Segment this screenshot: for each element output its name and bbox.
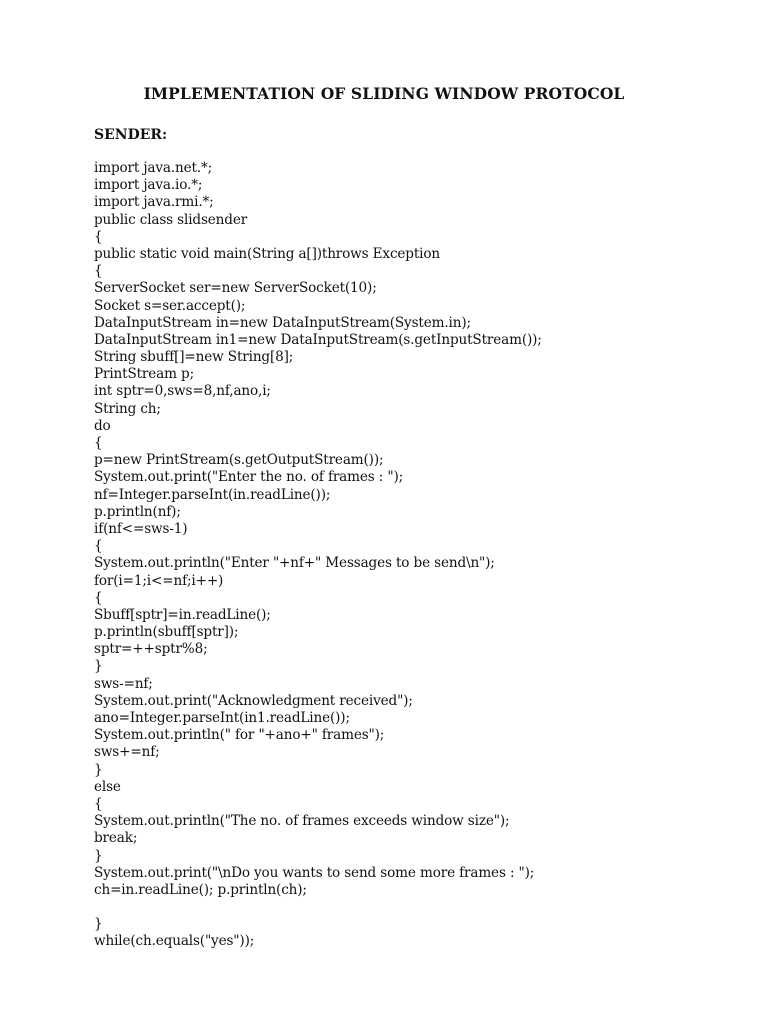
code-line: } [94, 847, 103, 864]
code-line: public static void main(String a[])throws Exception [94, 245, 441, 262]
code-line: import java.net.*; [94, 160, 213, 176]
code-line: } [94, 916, 103, 933]
code-line: nf=Integer.parseInt(in.readLine()); [94, 486, 331, 503]
code-line: else [94, 778, 121, 795]
code-line: } [94, 761, 103, 778]
code-line: DataInputStream in1=new DataInputStream(s.getInputStream()); [94, 331, 542, 348]
code-line: System.out.print("\nDo you wants to send some more frames : "); [94, 864, 535, 881]
code-line: p.println(nf); [94, 503, 181, 520]
code-line: p=new PrintStream(s.getOutputStream()); [94, 452, 384, 469]
code-line: import java.io.*; [94, 177, 203, 194]
code-line: { [94, 538, 103, 555]
code-line: PrintStream p; [94, 366, 195, 383]
code-line [94, 899, 734, 916]
code-line: ch=in.readLine(); p.println(ch); [94, 881, 307, 898]
code-line: { [94, 228, 103, 245]
code-line: import java.rmi.*; [94, 194, 214, 211]
code-line: sws-=nf; [94, 675, 153, 692]
code-line: sptr=++sptr%8; [94, 641, 208, 658]
code-line: { [94, 263, 103, 280]
code-listing [94, 160, 734, 951]
code-line: System.out.print("Enter the no. of frames : "); [94, 469, 404, 486]
section-heading-sender: SENDER: [94, 127, 168, 143]
code-line: String sbuff[]=new String[8]; [94, 349, 294, 366]
code-line: while(ch.equals("yes")); [94, 933, 255, 950]
code-line: do [94, 417, 111, 434]
code-line: sws+=nf; [94, 744, 160, 761]
code-line: Sbuff[sptr]=in.readLine(); [94, 606, 271, 623]
code-line: int sptr=0,sws=8,nf,ano,i; [94, 383, 271, 400]
code-line: { [94, 795, 103, 812]
code-line: String ch; [94, 400, 161, 417]
code-line: { [94, 435, 103, 451]
code-line: p.println(sbuff[sptr]); [94, 624, 239, 641]
code-line: System.out.print("Acknowledgment received"); [94, 692, 413, 709]
code-line: DataInputStream in=new DataInputStream(System.in); [94, 314, 471, 331]
code-line: Socket s=ser.accept(); [94, 297, 246, 314]
code-line: System.out.println("The no. of frames exceeds window size"); [94, 813, 510, 830]
code-line: ano=Integer.parseInt(in1.readLine()); [94, 710, 350, 726]
document-title: IMPLEMENTATION OF SLIDING WINDOW PROTOCOL [143, 84, 625, 103]
code-line: System.out.println(" for "+ano+" frames"); [94, 727, 385, 744]
code-line: ServerSocket ser=new ServerSocket(10); [94, 280, 377, 297]
code-line: } [94, 658, 103, 675]
code-line: break; [94, 830, 138, 847]
code-line: if(nf<=sws-1) [94, 520, 188, 537]
code-line: for(i=1;i<=nf;i++) [94, 572, 224, 589]
code-line: System.out.println("Enter "+nf+" Messages to be send\n"); [94, 555, 495, 572]
code-line: { [94, 589, 103, 606]
code-line: public class slidsender [94, 211, 248, 228]
